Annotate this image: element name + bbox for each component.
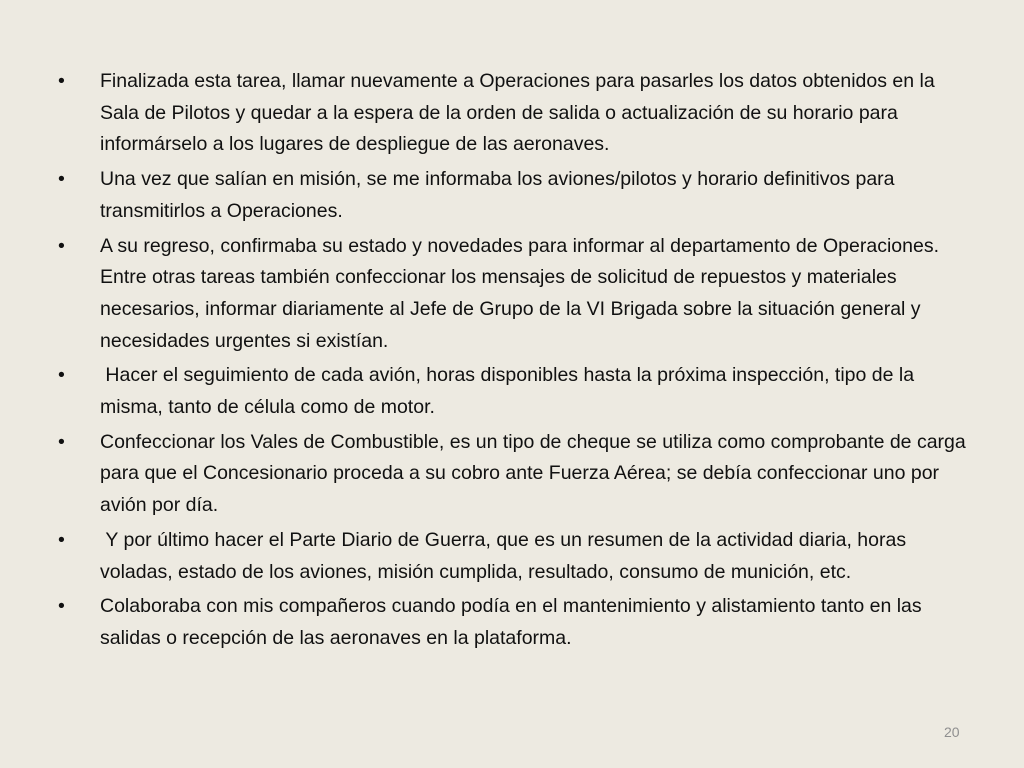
- list-item: [58, 427, 978, 522]
- bullet-text: Una vez que salían en misión, se me informaba los aviones/pilotos y horario definitivos para transmitirlos a Operaciones.: [100, 168, 895, 222]
- bullet-text: Hacer el seguimiento de cada avión, horas disponibles hasta la próxima inspección, tipo de la misma, tanto de célula como de motor.: [100, 364, 920, 419]
- bullet-dot: •: [58, 528, 65, 551]
- page-number: 20: [944, 724, 960, 740]
- bullet-text: A su regreso, confirmaba su estado y novedades para informar al departamento de Operaciones. Entre otras tareas también confeccionar los mensajes de solicitud de repuestos y materiales necesarios, informar diariamente al Jefe de Grupo de la VI Brigada sobre la situación general y necesidades urgentes si existían.: [100, 234, 939, 352]
- bullet-text: Y por último hacer el Parte Diario de Guerra, que es un resumen de la actividad diaria, horas voladas, estado de los aviones, misión cumplida, resultado, consumo de munición, etc.: [100, 528, 912, 583]
- bullet-dot: •: [58, 168, 65, 191]
- bullet-list: [58, 66, 978, 658]
- bullet-dot: •: [58, 70, 65, 92]
- bullet-text: Confeccionar los Vales de Combustible, es un tipo de cheque se utiliza como comprobante de carga para que el Concesionario proceda a su cobro ante Fuerza Aérea; se debía confeccionar uno por avión por día.: [100, 430, 966, 517]
- bullet-dot: •: [58, 364, 65, 387]
- list-item: [58, 360, 978, 423]
- list-item: [58, 525, 978, 588]
- bullet-dot: •: [58, 430, 65, 453]
- list-item: [58, 164, 978, 227]
- list-item: [58, 66, 978, 161]
- list-item: [58, 231, 978, 358]
- bullet-text: Colaboraba con mis compañeros cuando podía en el mantenimiento y alistamiento tanto en las salidas o recepción de las aeronaves en la plataforma.: [100, 595, 922, 649]
- bullet-text: Finalizada esta tarea, llamar nuevamente a Operaciones para pasarles los datos obtenidos en la Sala de Pilotos y quedar a la espera de la orden de salida o actualización de su horario para informárselo a los lugares de despliegue de las aeronaves.: [100, 70, 935, 156]
- list-item: [58, 591, 978, 654]
- bullet-dot: •: [58, 234, 65, 257]
- bullet-dot: •: [58, 595, 65, 618]
